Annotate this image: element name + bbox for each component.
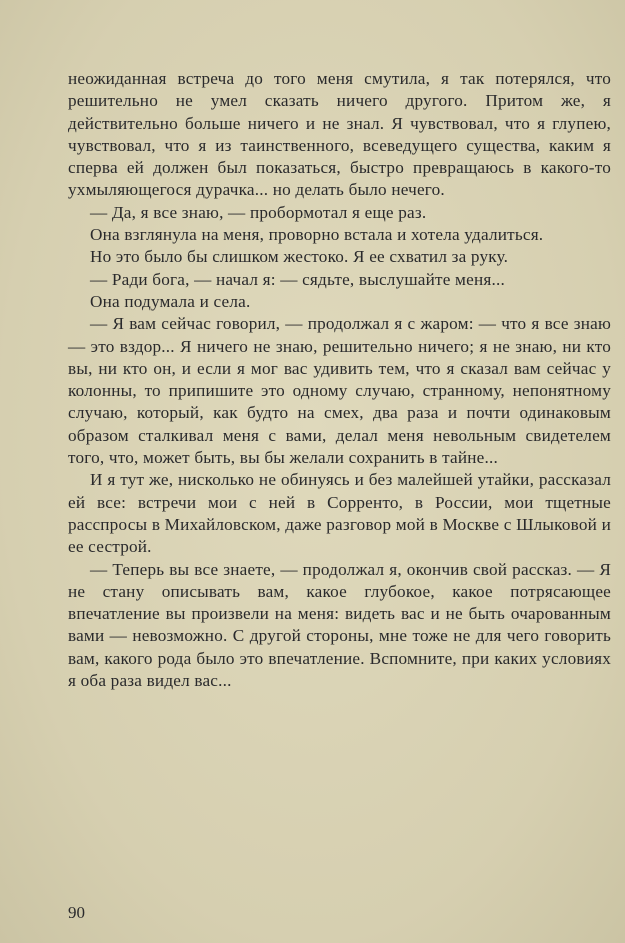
paragraph-4: Но это было бы слишком жестоко. Я ее схватил за руку.	[90, 247, 509, 267]
paragraph-5: — Ради бога, — начал я: — сядьте, выслушайте меня...	[90, 269, 505, 289]
paragraph-1: неожиданная встреча до того меня смутила, я так потерялся, что решительно не умел сказать ничего другого. Притом же, я действительно больше ничего и не знал. Я чувствовал, что я глупею, чувствовал, что я из таинственного, всеведущего существа, каким я сперва ей должен был показаться, быстро превращаюсь в какого-то ухмыляющегося дурачка... но делать было нечего.	[68, 69, 611, 200]
paragraph-6: Она подумала и села.	[90, 291, 251, 311]
paragraph-7: — Я вам сейчас говорил, — продолжал я с жаром: — что я все знаю — это вздор... Я ничего не знаю, решительно ничего; я не знаю, ни кто вы, ни кто он, и если я мог вас удивить тем, что я сказал вам сейчас у колонны, то припишите это одному случаю, странному, непонятному случаю, который, как будто на смех, два раза и почти одинаковым образом сталкивал меня с вами, делал меня невольным свидетелем того, что, может быть, вы бы желали сохранить в тайне...	[68, 314, 611, 468]
body-text	[68, 68, 611, 692]
paragraph-8: И я тут же, нисколько не обинуясь и без малейшей утайки, рассказал ей все: встречи мои с ней в Сорренто, в России, мои тщетные расспросы в Михайловском, даже разговор мой в Москве с Шлыковой и ее сестрой.	[68, 470, 611, 557]
paragraph-2: — Да, я все знаю, — пробормотал я еще раз.	[90, 202, 427, 222]
paragraph-9: — Теперь вы все знаете, — продолжал я, окончив свой рассказ. — Я не стану описывать вам, какое глубокое, какое потрясающее впечатление вы произвели на меня: видеть вас и не быть очарованным вами — невозможно. С другой стороны, мне тоже не для чего говорить вам, какого рода было это впечатление. Вспомните, при каких условиях я оба раза видел вас...	[68, 559, 611, 691]
paragraph-3: Она взглянула на меня, проворно встала и хотела удалиться.	[90, 225, 544, 245]
page-number: 90	[68, 903, 85, 922]
